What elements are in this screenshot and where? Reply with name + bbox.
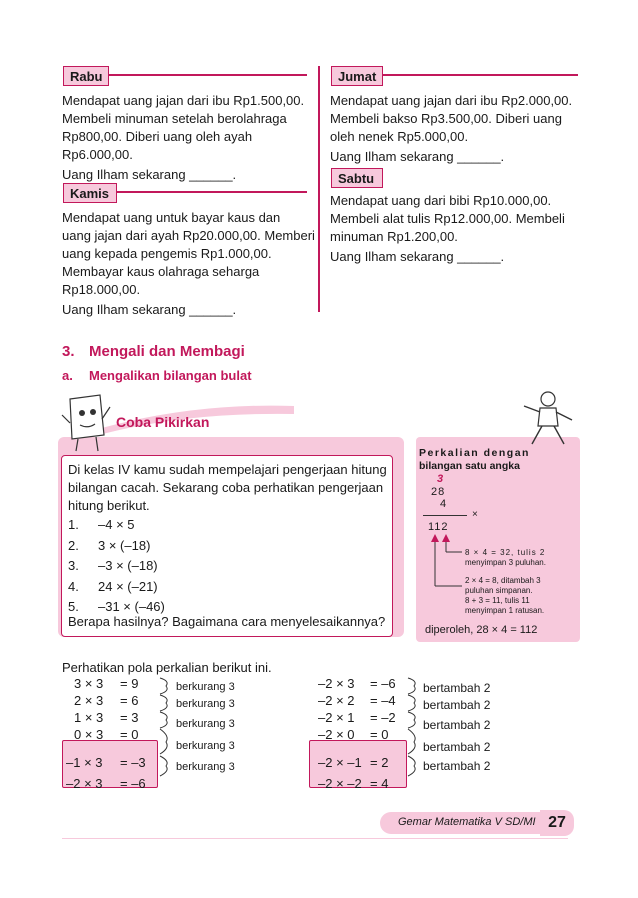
right-row: –2 × 0 = 0: [318, 727, 389, 742]
coba-item: 4. 24 × (–21): [68, 578, 158, 594]
left-note: berkurang 3: [176, 718, 235, 730]
tag-rabu: Rabu: [63, 66, 109, 86]
left-row: –1 × 3 = –3: [66, 755, 146, 770]
side-result: 112: [428, 521, 449, 533]
section-number: 3.: [62, 343, 75, 360]
left-braces: [158, 676, 178, 786]
right-row: –2 × –2 = 4: [318, 776, 389, 791]
jumat-text: Mendapat uang jajan dari ibu Rp2.000,00. Membeli bakso Rp3.500,00. Diberi uang oleh nenek Rp5.000,00. Uang Ilham sekarang ______.: [330, 93, 573, 164]
right-note: bertambah 2: [423, 681, 491, 695]
coba-pikirkan-label: Coba Pikirkan: [116, 414, 210, 430]
right-note: bertambah 2: [423, 759, 491, 773]
subsection-title: Mengalikan bilangan bulat: [89, 368, 252, 383]
side-arrows: [428, 530, 468, 590]
footer-rule: [62, 838, 568, 839]
footer-book-title: Gemar Matematika V SD/MI: [398, 816, 536, 828]
tag-jumat: Jumat: [331, 66, 383, 86]
tag-jumat-rule: [383, 74, 578, 76]
left-pattern: [66, 675, 146, 792]
subsection-number: a.: [62, 368, 73, 383]
sabtu-text: Mendapat uang dari bibi Rp10.000,00. Membeli alat tulis Rp12.000,00. Membeli minuman Rp1.200,00. Uang Ilham sekarang ______.: [330, 193, 565, 264]
right-pattern: [318, 675, 396, 792]
side-carry: 3: [437, 473, 444, 485]
side-op: ×: [472, 509, 478, 520]
right-note: bertambah 2: [423, 698, 491, 712]
side-conclusion: diperoleh, 28 × 4 = 112: [425, 624, 538, 636]
right-row: –2 × 3 = –6: [318, 676, 396, 691]
rabu-text: Mendapat uang jajan dari ibu Rp1.500,00. Membeli minuman setelah berolahraga Rp800,00. Diberi uang oleh ayah Rp6.000,00. Uang Ilham sekarang ______.: [62, 93, 305, 182]
right-note: bertambah 2: [423, 740, 491, 754]
left-row: 0 × 3 = 0: [74, 727, 139, 742]
side-title: Perkalian dengan bilangan satu angka: [419, 447, 530, 472]
coba-intro: Di kelas IV kamu sudah mempelajari pengerjaan hitung bilangan cacah. Sekarang coba perhatikan pengerjaan hitung berikut.: [68, 462, 387, 513]
left-note: berkurang 3: [176, 681, 235, 693]
side-top-number: 28: [431, 486, 446, 498]
coba-item: 2. 3 × (–18): [68, 537, 151, 553]
coba-question: Berapa hasilnya? Bagaimana cara menyelesaikannya?: [68, 614, 386, 629]
right-row: –2 × –1 = 2: [318, 755, 389, 770]
kamis-text: Mendapat uang untuk bayar kaus dan uang jajan dari ayah Rp20.000,00. Memberi uang kepada pengemis Rp1.000,00. Membayar kaus olahraga seharga Rp18.000,00. Uang Ilham sekarang ______.: [62, 210, 315, 317]
left-row: 1 × 3 = 3: [74, 710, 139, 725]
pattern-intro: Perhatikan pola perkalian berikut ini.: [62, 660, 272, 675]
left-row: –2 × 3 = –6: [66, 776, 146, 791]
coba-items: [68, 515, 165, 618]
student-character-icon: [518, 390, 578, 448]
column-divider: [318, 66, 320, 312]
tag-sabtu: Sabtu: [331, 168, 383, 188]
left-note: berkurang 3: [176, 761, 235, 773]
tag-kamis-rule: [117, 191, 307, 193]
right-row: –2 × 1 = –2: [318, 710, 396, 725]
side-note-2: 2 × 4 = 8, ditambah 3 puluhan simpanan. 8 + 3 = 11, tulis 11 menyimpan 1 ratusan.: [465, 576, 545, 615]
coba-item: 1. –4 × 5: [68, 517, 135, 532]
left-note: berkurang 3: [176, 698, 235, 710]
side-rule: [423, 515, 467, 516]
right-row: –2 × 2 = –4: [318, 693, 396, 708]
tag-kamis: Kamis: [63, 183, 117, 203]
side-multiplier: 4: [440, 498, 447, 510]
coba-item: 3. –3 × (–18): [68, 558, 158, 573]
left-row: 3 × 3 = 9: [74, 676, 139, 691]
right-note: bertambah 2: [423, 718, 491, 732]
left-note: berkurang 3: [176, 740, 235, 752]
left-row: 2 × 3 = 6: [74, 693, 139, 708]
page-number: 27: [540, 810, 574, 836]
tag-rabu-rule: [109, 74, 307, 76]
coba-item: 5. –31 × (–46): [68, 599, 165, 614]
thinking-character-icon: [60, 393, 112, 453]
side-note-1: 8 × 4 = 32, tulis 2 menyimpan 3 puluhan.: [465, 548, 546, 567]
section-title: Mengali dan Membagi: [89, 343, 245, 360]
